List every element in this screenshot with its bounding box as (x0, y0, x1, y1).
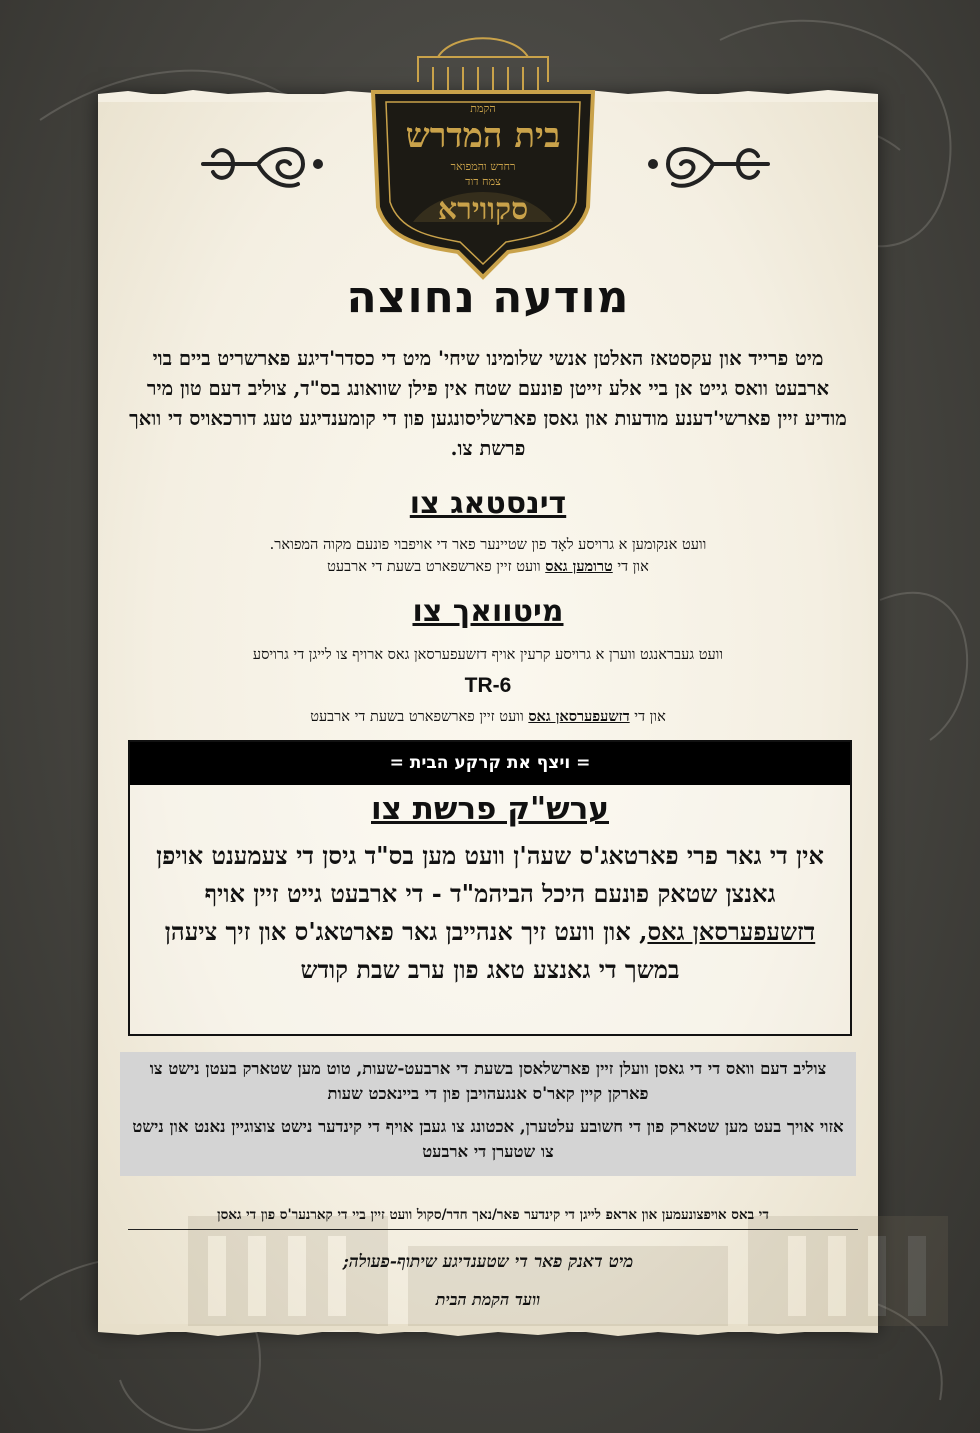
friday-box-header: = ויצף את קרקע הבית = (130, 742, 850, 785)
crane-model-label: TR-6 (464, 674, 512, 697)
tuesday-text (138, 534, 838, 578)
intro-paragraph: מיט פרייד און עקסטאז האלטן אנשי שלומינו שיחי' מיט די כסדר'דיגע פארשריט ביים בוי ארבעט וואס גייט אן ביי אלע זייטן פונעם שטח אין פילן שוואונג בס"ד, צוליב דעם טון מיר מודיע זיין פארשי'דענע מודעות און גאסן פארשליסונגען פון די קומענדיגע טעג דורכאויס די וואך פרשת צו. (129, 347, 847, 460)
parking-note: צוליב דעם וואס די די גאסן וועלן זיין פארשלאסן בשעת די ארבעט-שעות, טוט מען שטארק בעטן נישט צו פארקן קיין קאר'ס אנגעהויבן פון די ביינאכט שעות (149, 1059, 827, 1103)
wednesday-line-2 (138, 706, 838, 728)
notice-title: מודעה נחוצה (346, 272, 630, 323)
thanks-line: מיט דאנק פאר די שטענדיגע שיתוף-פעולה; (342, 1252, 634, 1272)
children-note: אזוי אויך בעט מען שטארק פון די חשובע עלטערן, אכטונג צו געבן אויף די קינדער נישט צוצוגיין נאנט און נישט צו שטערן די ארבעט (132, 1117, 844, 1161)
friday-box-title: ערש"ק פרשת צו (371, 791, 609, 827)
bus-notice: די באס אויפצונעמען און אראפ לייגן די קינדער פאר/נאך חדר/סקול וועט זיין ביי די קארנער'ס פון די גאסן (128, 1207, 858, 1230)
scroll-ornament-left (198, 134, 328, 194)
logo-top-text: הקמת (470, 102, 496, 115)
tuesday-line-1: וועט אנקומען א גרויסע לאָד פון שטיינער פאר די אויפבוי פונעם מקוה המפואר. (269, 537, 707, 553)
friday-street-name: דזשעפערסאן גאס (647, 917, 816, 946)
notice-paper (98, 94, 878, 1332)
signature-committee: וועד הקמת הבית (435, 1290, 541, 1309)
wednesday-street-name: דזשעפערסאן גאס (528, 708, 630, 725)
wednesday-line-1: וועט געבראנגט ווערן א גרויסע קרעין אויף דזשעפערסאן גאס ארויף צו לייגן די גרויסע (252, 647, 724, 663)
scroll-ornament-right (643, 134, 773, 194)
tuesday-line-2-pre: און די (617, 559, 649, 575)
logo-sub1-text: רחדש והמפואר (450, 160, 516, 173)
logo-sub2-text: צמח דוד (465, 175, 501, 188)
beis-hamedrash-logo (358, 32, 608, 282)
friday-box (128, 740, 852, 1036)
friday-body-pre: אין די גאר פרי פארטאג'ס שעה'ן וועט מען בס"ד גיסן די צעמענט אויפן גאנצן שטאק פונעם היכל הביהמ"ד - די ארבעט גייט זיין אויף (156, 841, 824, 908)
logo-emblem-graphic (358, 32, 608, 282)
logo-city-text: סקווירא (437, 192, 529, 227)
tuesday-line-2-post: וועט זיין פארשפארט בשעת די ארבעט (327, 559, 541, 575)
friday-box-body (148, 837, 832, 989)
friday-body-post: , און וועט זיך אנהייבן גאר פארטאג'ס און זיך ציעהן במשך די גאנצע טאג פון ערב שבת קודש (164, 917, 680, 984)
wednesday-heading: מיטוואך צו (412, 594, 564, 629)
tuesday-line-2 (138, 556, 838, 578)
tuesday-street-name: טרומען גאס (545, 558, 613, 575)
parking-notes-panel (120, 1052, 856, 1176)
wednesday-line-2-post: וועט זיין פארשפארט בשעת די ארבעט (310, 709, 524, 725)
tuesday-heading: דינסטאג צו (409, 486, 567, 521)
wednesday-line-2-pre: און די (634, 709, 666, 725)
logo-main-text: בית המדרש (405, 116, 561, 156)
